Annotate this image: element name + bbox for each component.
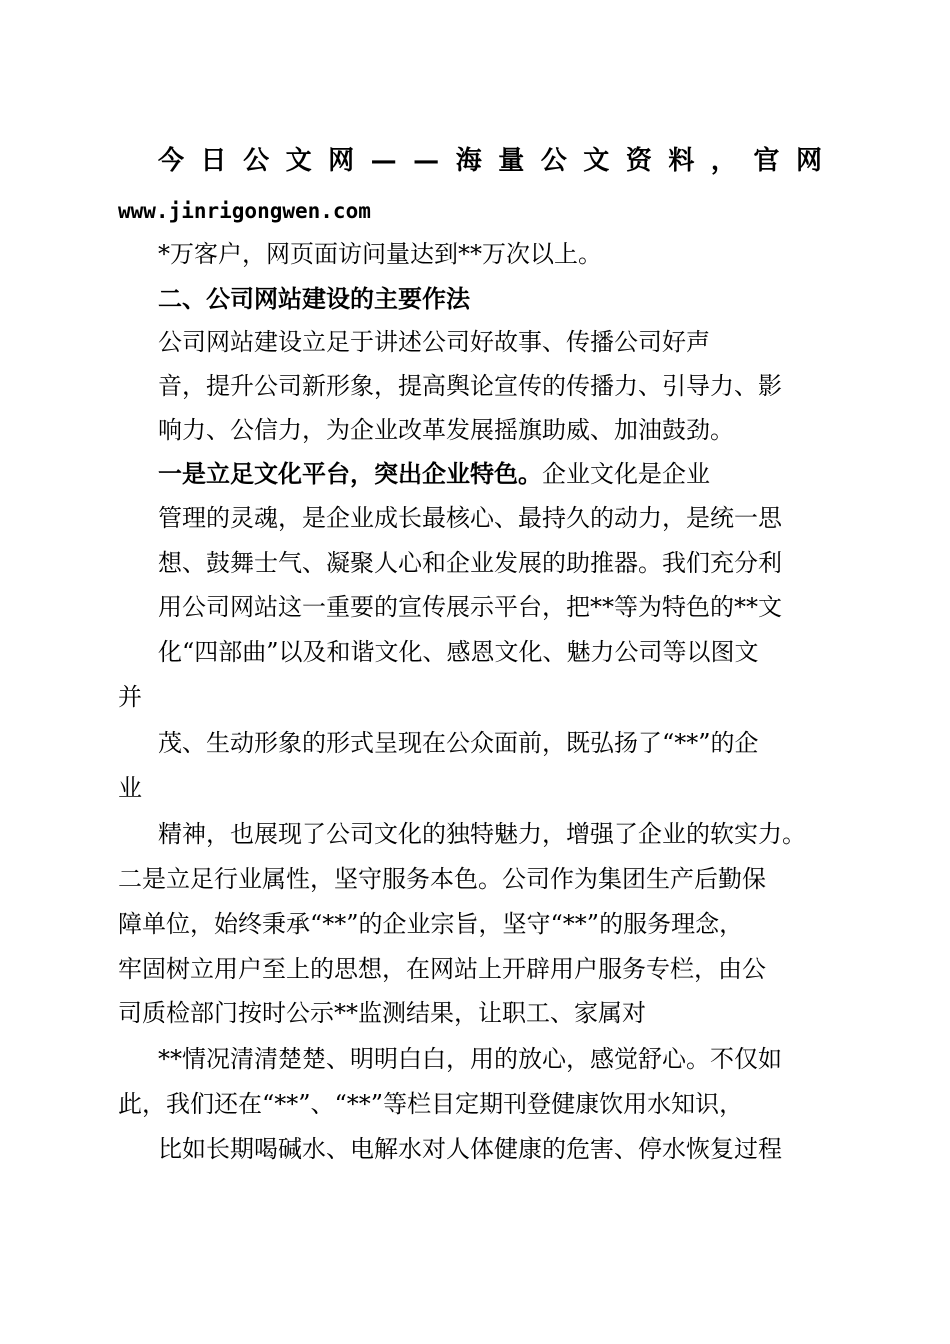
header-char: 日	[200, 146, 227, 176]
paragraph-line: 司质检部门按时公示**监测结果，让职工、家属对	[118, 999, 646, 1027]
header-char: 文	[583, 146, 610, 176]
paragraph-line: 障单位，始终秉承“**”的企业宗旨，坚守“**”的服务理念，	[118, 910, 744, 938]
bold-lead-sentence: 一是立足文化平台，突出企业特色。	[158, 459, 542, 488]
header-char: ，	[710, 146, 737, 176]
paragraph-text: 企业文化是企业	[542, 460, 710, 488]
header-char: 量	[498, 146, 525, 176]
header-char: 官	[753, 146, 780, 176]
paragraph-line: 并	[118, 683, 142, 711]
paragraph-line: 响力、公信力，为企业改革发展摇旗助威、加油鼓劲。	[158, 416, 734, 444]
paragraph-line: 此，我们还在“**”、“**”等栏目定期刊登健康饮用水知识，	[118, 1090, 744, 1118]
header-char: 网	[328, 146, 355, 176]
paragraph-line: 茂、生动形象的形式呈现在公众面前，既弘扬了“**”的企	[158, 729, 759, 757]
paragraph-line: 业	[118, 774, 142, 802]
paragraph-line: 音，提升公司新形象，提高舆论宣传的传播力、引导力、影	[158, 372, 782, 400]
paragraph-line: *万客户，网页面访问量达到**万次以上。	[158, 240, 602, 268]
header-char: 网	[795, 146, 822, 176]
paragraph-line: 想、鼓舞士气、凝聚人心和企业发展的助推器。我们充分利	[158, 549, 782, 577]
paragraph-line: 牢固树立用户至上的思想，在网站上开辟用户服务专栏，由公	[118, 955, 766, 983]
paragraph-line	[158, 459, 710, 489]
paragraph-line: 化“四部曲”以及和谐文化、感恩文化、魅力公司等以图文	[158, 638, 759, 666]
header-char: 料	[668, 146, 695, 176]
header-char: 公	[540, 146, 567, 176]
header-char: 公	[243, 146, 270, 176]
header-char: 海	[455, 146, 482, 176]
paragraph-line: 管理的灵魂，是企业成长最核心、最持久的动力，是统一思	[158, 504, 782, 532]
paragraph-line: 公司网站建设立足于讲述公司好故事、传播公司好声	[158, 328, 710, 356]
header-char: 资	[625, 146, 652, 176]
section-heading: 二、公司网站建设的主要作法	[158, 284, 470, 313]
paragraph-line: **情况清清楚楚、明明白白，用的放心，感觉舒心。不仅如	[158, 1045, 782, 1073]
paragraph-line: 比如长期喝碱水、电解水对人体健康的危害、停水恢复过程	[158, 1135, 782, 1163]
header-char: 文	[285, 146, 312, 176]
header-char: —	[413, 146, 440, 176]
header-title	[158, 146, 822, 176]
paragraph-line: 精神，也展现了公司文化的独特魅力，增强了企业的软实力。	[158, 820, 806, 848]
paragraph-line: 用公司网站这一重要的宣传展示平台，把**等为特色的**文	[158, 593, 782, 621]
header-char: 今	[158, 146, 185, 176]
website-url[interactable]: www.jinrigongwen.com	[118, 199, 371, 223]
header-char: —	[370, 146, 397, 176]
paragraph-line: 二是立足行业属性，坚守服务本色。公司作为集团生产后勤保	[118, 865, 766, 893]
